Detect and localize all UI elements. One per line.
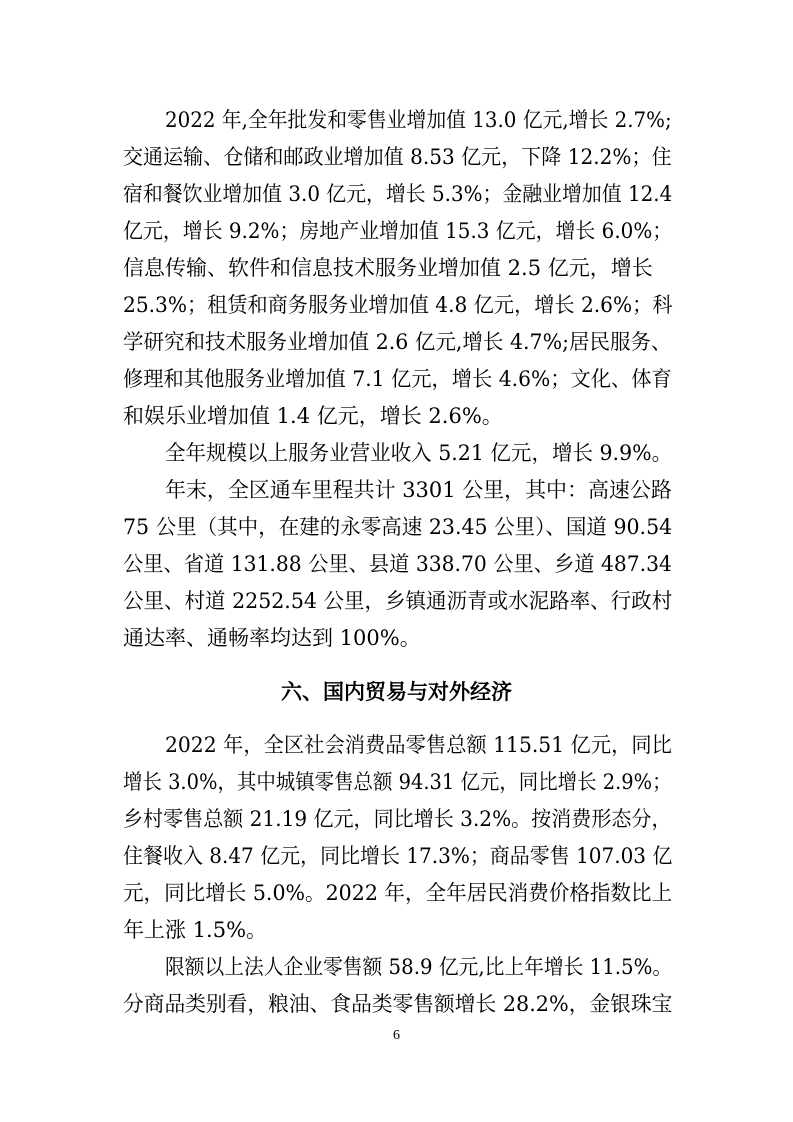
section-heading: 六、国内贸易与对外经济 xyxy=(281,680,512,704)
text-line: 和娱乐业增加值 1.4 亿元，增长 2.6%。 xyxy=(123,404,503,428)
text-line: 75 公里（其中，在建的永零高速 23.45 公里）、国道 90.54 xyxy=(123,515,673,539)
text-line: 亿元，增长 9.2%；房地产业增加值 15.3 亿元，增长 6.0%； xyxy=(123,219,673,243)
text-line: 宿和餐饮业增加值 3.0 亿元，增长 5.3%；金融业增加值 12.4 xyxy=(123,182,673,206)
text-line: 限额以上法人企业零售额 58.9 亿元,比上年增长 11.5%。 xyxy=(165,955,673,979)
text-line: 全年规模以上服务业营业收入 5.21 亿元，增长 9.9%。 xyxy=(165,441,673,465)
text-line: 2022 年，全区社会消费品零售总额 115.51 亿元，同比 xyxy=(165,733,672,757)
text-line: 公里、村道 2252.54 公里，乡镇通沥青或水泥路率、行政村 xyxy=(123,589,673,613)
text-line: 乡村零售总额 21.19 亿元，同比增长 3.2%。按消费形态分， xyxy=(123,807,672,831)
text-line: 修理和其他服务业增加值 7.1 亿元，增长 4.6%；文化、体育 xyxy=(123,367,672,391)
text-line: 元，同比增长 5.0%。2022 年，全年居民消费价格指数比上 xyxy=(123,881,673,905)
text-line: 通达率、通畅率均达到 100%。 xyxy=(123,626,421,650)
text-line: 25.3%；租赁和商务服务业增加值 4.8 亿元，增长 2.6%；科 xyxy=(123,293,673,317)
text-line: 学研究和技术服务业增加值 2.6 亿元,增长 4.7%;居民服务、 xyxy=(123,330,672,354)
text-line: 2022 年,全年批发和零售业增加值 13.0 亿元,增长 2.7%; xyxy=(165,108,672,132)
text-line: 年末，全区通车里程共计 3301 公里，其中：高速公路 xyxy=(165,478,672,502)
text-line: 交通运输、仓储和邮政业增加值 8.53 亿元，下降 12.2%；住 xyxy=(123,145,672,169)
text-line: 住餐收入 8.47 亿元，同比增长 17.3%；商品零售 107.03 亿 xyxy=(123,844,673,868)
text-line: 增长 3.0%，其中城镇零售总额 94.31 亿元，同比增长 2.9%； xyxy=(123,770,672,794)
text-line: 信息传输、软件和信息技术服务业增加值 2.5 亿元，增长 xyxy=(123,256,653,280)
page-number: 6 xyxy=(393,1028,400,1043)
text-line: 公里、省道 131.88 公里、县道 338.70 公里、乡道 487.34 xyxy=(123,552,672,576)
text-line: 年上涨 1.5%。 xyxy=(123,918,268,942)
text-line: 分商品类别看，粮油、食品类零售额增长 28.2%，金银珠宝 xyxy=(123,992,673,1016)
